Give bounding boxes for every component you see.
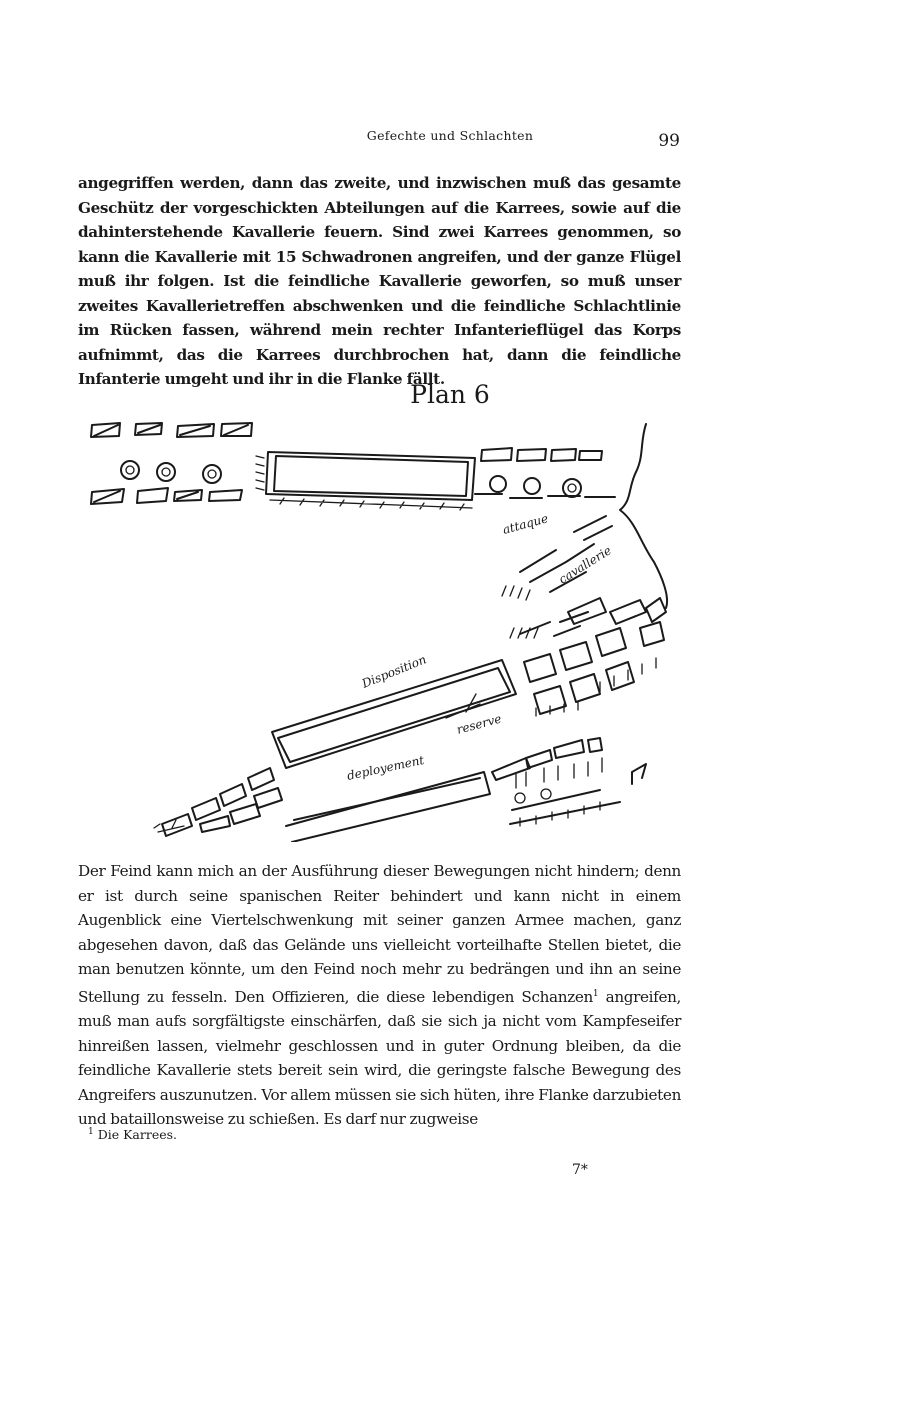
label-deployement: deployement xyxy=(345,752,426,783)
running-head: Gefechte und Schlachten xyxy=(366,128,534,143)
paragraph-1: angegriffen werden, dann das zweite, und inzwischen muß das gesamte Geschütz der vorgeschickten Abteilungen auf die Karrees, sowie auf die dahinterstehende Kavallerie feuern. Sind zwei Karrees genommen, so kann die Kavallerie mit 15 Schwadronen angreifen, und der ganze Flügel muß ihr folgen. Ist die feindliche Kavallerie geworfen, so muß unser zweites Kavallerietreffen abschwenken und die feindliche Schlachtlinie im Rücken fassen, während mein rechter Infanterieflügel das Korps aufnimmt, das die Karrees durchbrochen hat, dann die feindliche Infanterie umgeht und ihr in die Flanke fällt. xyxy=(78,174,681,388)
page-number: 99 xyxy=(658,131,680,151)
enemy-squares-left xyxy=(121,461,221,483)
deployment-line xyxy=(286,772,490,842)
own-right-wing xyxy=(492,738,646,826)
own-cavalry-bottom-left xyxy=(154,768,282,836)
signature-mark: 7* xyxy=(572,1162,588,1178)
label-cavallerie: cavallerie xyxy=(556,543,614,587)
paragraph-2-part-1: Der Feind kann mich an der Ausführung dieser Bewegungen nicht hindern; denn er ist durch seine spanischen Reiter behindert und kann nicht in einem Augenblick eine Viertelschwenkung mit seiner ganzen Armee machen, ganz abgesehen davon, daß das Gelände uns vielleicht vorteilhafte Stellen bietet, die man benutzen könnte, um den Feind noch mehr zu bedrängen und ihn an seine Stellung zu fesseln. Den Offizieren, die diese lebendigen Schanzen xyxy=(78,862,681,1006)
plan-title: Plan 6 xyxy=(410,380,490,409)
enemy-main-line xyxy=(256,452,475,510)
footnote xyxy=(88,1127,177,1142)
enemy-right-wing xyxy=(475,448,615,498)
paragraph-2-part-2: angreifen, muß man aufs sorgfältigste einschärfen, daß sie sich ja nicht vom Kampfeseifer hinreißen lassen, vielmehr geschlossen und in guter Ordnung bleiben, da die feindliche Kavallerie stets bereit sein wird, die geringste falsche Bewegung des Angreifers auszunutzen. Vor allem müssen sie sich hüten, ihre Flanke darzubieten und bataillonsweise zu schießen. Es darf nur zugweise xyxy=(78,987,682,1129)
footnote-marker: 1 xyxy=(88,1127,94,1137)
battle-plan-diagram xyxy=(80,412,680,842)
hand-drawn-battle-plan-icon xyxy=(80,412,680,842)
label-attaque: attaque xyxy=(501,511,550,537)
footnote-reference: 1 xyxy=(592,988,599,999)
label-disposition: Disposition xyxy=(359,652,429,691)
footnote-text: Die Karrees. xyxy=(93,1127,178,1143)
enemy-cavalry-lower-left xyxy=(91,488,242,504)
enemy-cavalry-top-left xyxy=(91,423,252,437)
attack-columns xyxy=(502,516,666,638)
paragraph-2 xyxy=(78,859,681,1132)
river-line xyxy=(620,424,667,608)
label-reserve: reserve xyxy=(455,711,503,737)
reserve-squadrons xyxy=(524,622,664,716)
